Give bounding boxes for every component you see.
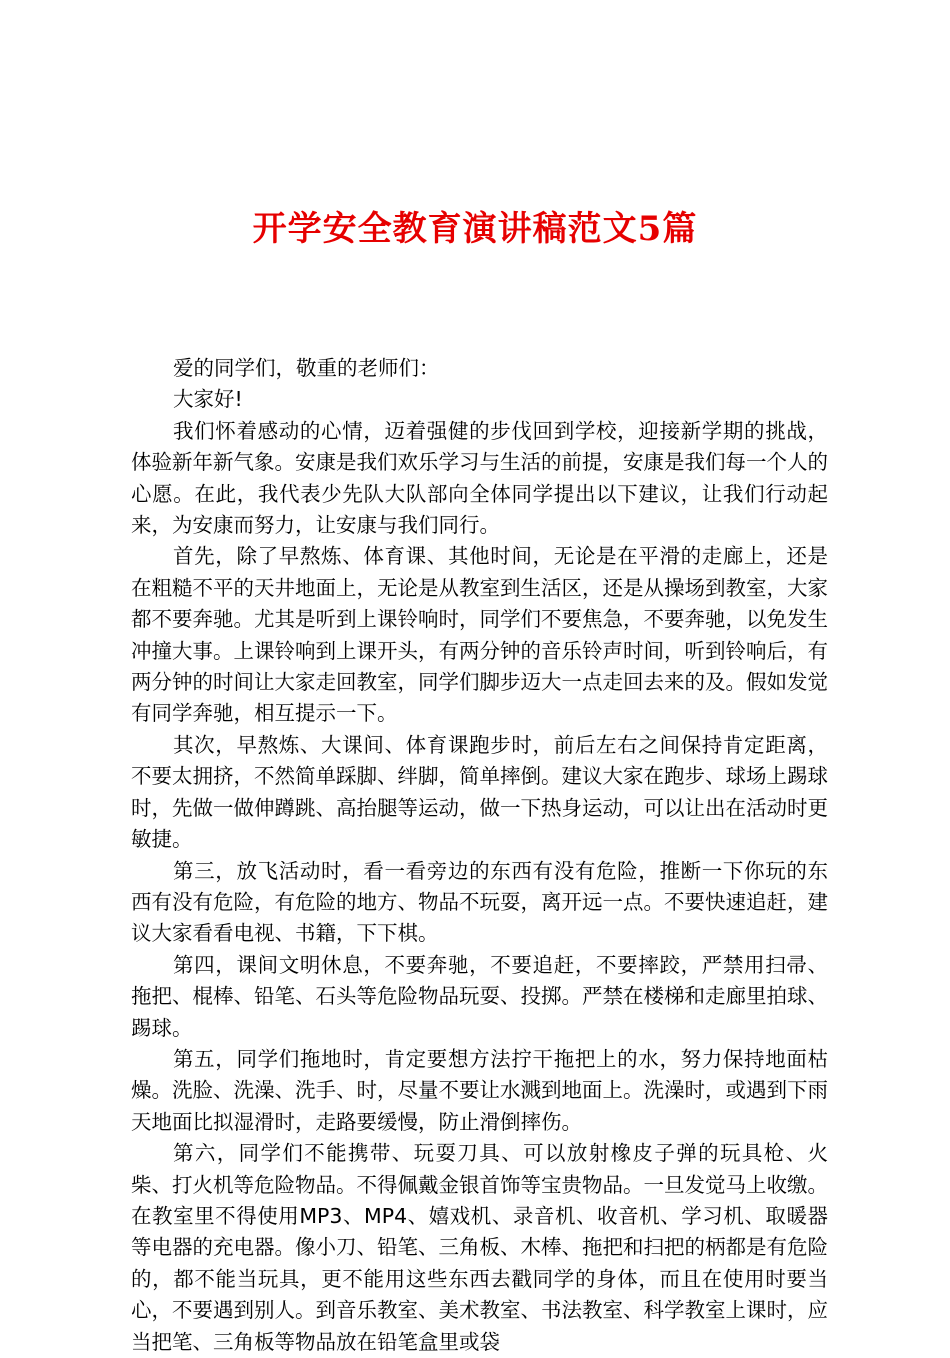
paragraph-second-point: 其次，早熬炼、大课间、体育课跑步时，前后左右之间保持肯定距离，不要太拥挤，不然简单踩脚、绊脚，简单摔倒。建议大家在跑步、球场上踢球时，先做一做伸蹲跳、高抬腿等运动，做一下热身运动，可以让出在活动时更敏捷。 xyxy=(131,732,828,852)
paragraph-greeting: 大家好! xyxy=(173,387,243,412)
paragraph-salutation: 爱的同学们，敬重的老师们： xyxy=(173,356,440,380)
document-body xyxy=(131,353,828,1358)
paragraph-fourth-point: 第四，课间文明休息，不要奔驰，不要追赶，不要摔跤，严禁用扫帚、拖把、棍棒、铅笔、石头等危险物品玩耍、投掷。严禁在楼梯和走廊里拍球、踢球。 xyxy=(131,952,828,1040)
paragraph-fifth-point: 第五，同学们拖地时，肯定要想方法拧干拖把上的水，努力保持地面枯燥。洗脸、洗澡、洗手、时，尽量不要让水溅到地面上。洗澡时，或遇到下雨天地面比拟湿滑时，走路要缓慢，防止滑倒摔伤。 xyxy=(131,1046,828,1134)
paragraph-intro: 我们怀着感动的心情，迈着强健的步伐回到学校，迎接新学期的挑战，体验新年新气象。安康是我们欢乐学习与生活的前提，安康是我们每一个人的心愿。在此，我代表少先队大队部向全体同学提出以下建议，让我们行动起来，为安康而努力，让安康与我们同行。 xyxy=(131,418,828,538)
paragraph-first-point: 首先，除了早熬炼、体育课、其他时间，无论是在平滑的走廊上，还是在粗糙不平的天井地面上，无论是从教室到生活区，还是从操场到教室，大家都不要奔驰。尤其是听到上课铃响时，同学们不要焦急，不要奔驰，以免发生冲撞大事。上课铃响到上课开头，有两分钟的音乐铃声时间，听到铃响后，有两分钟的时间让大家走回教室，同学们脚步迈大一点走回去来的及。假如发觉有同学奔驰，相互提示一下。 xyxy=(131,544,828,726)
paragraph-sixth-point: 第六，同学们不能携带、玩耍刀具、可以放射橡皮子弹的玩具枪、火柴、打火机等危险物品。不得佩戴金银首饰等宝贵物品。一旦发觉马上收缴。在教室里不得使用MP3、MP4、嬉戏机、录音机、收音机、学习机、取暖器等电器的充电器。像小刀、铅笔、三角板、木棒、拖把和扫把的柄都是有危险的，都不能当玩具，更不能用这些东西去戳同学的身体，而且在使用时要当心，不要遇到别人。到音乐教室、美术教室、书法教室、科学教室上课时，应当把笔、三角板等物品放在铅笔盒里或袋 xyxy=(131,1141,828,1354)
document-title: 开学安全教育演讲稿范文5篇 xyxy=(252,209,698,249)
paragraph-third-point: 第三，放飞活动时，看一看旁边的东西有没有危险，推断一下你玩的东西有没有危险，有危险的地方、物品不玩耍，离开远一点。不要快速追赶，建议大家看看电视、书籍，下下棋。 xyxy=(131,858,828,946)
